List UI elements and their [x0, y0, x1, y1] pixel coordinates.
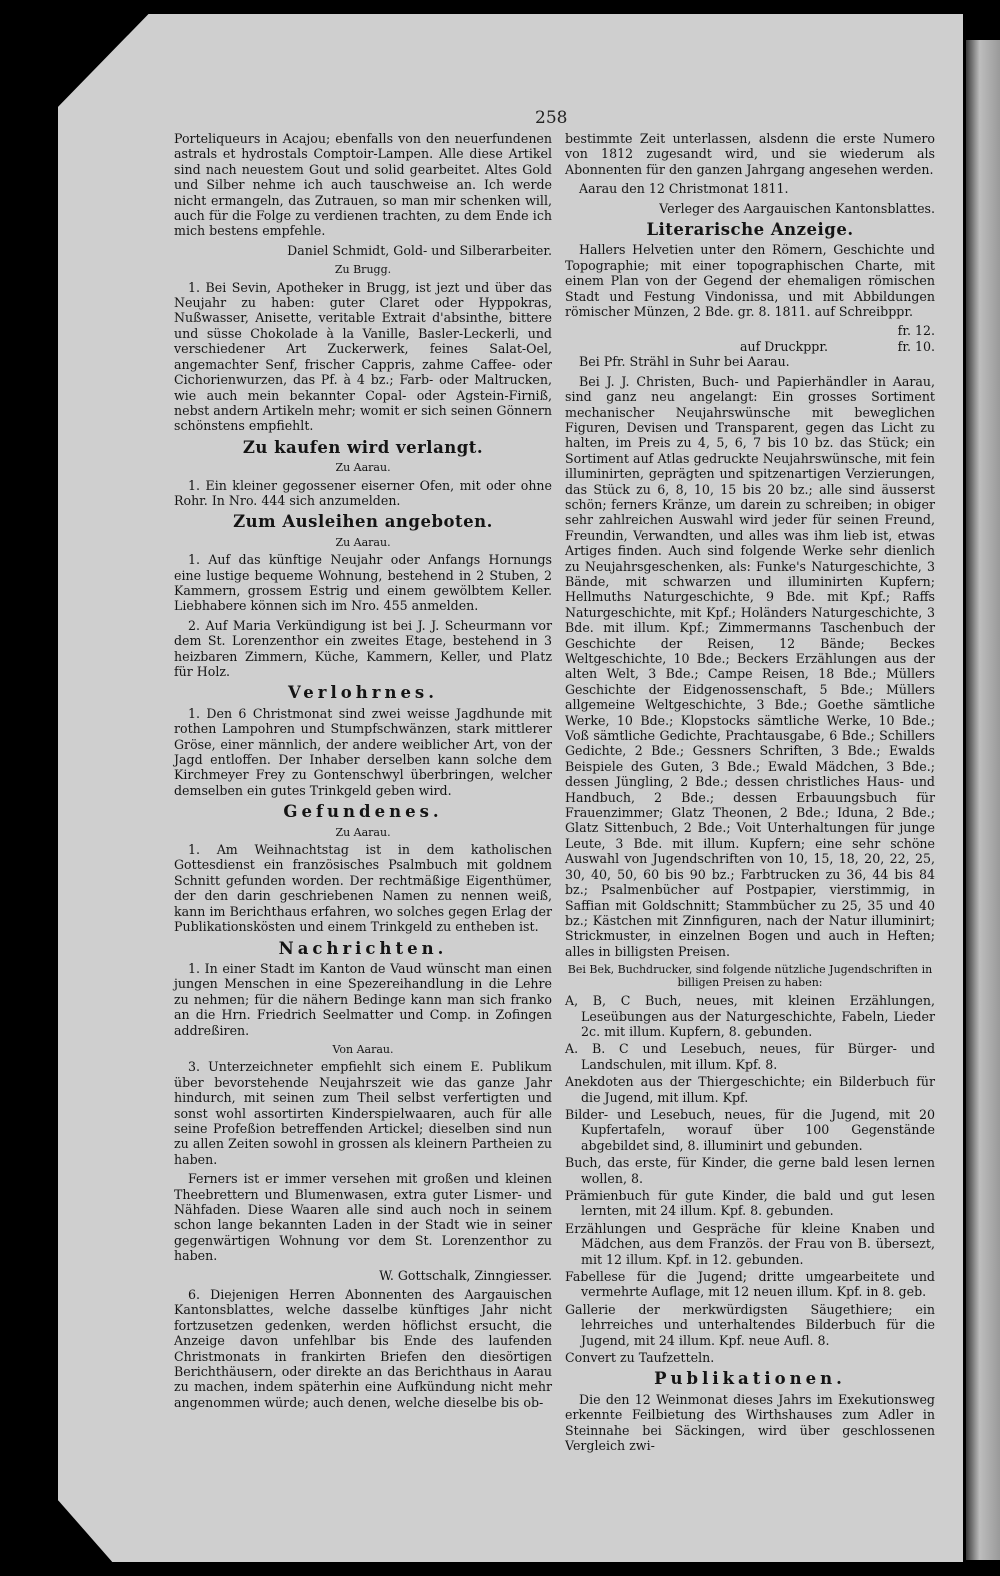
paper-druckpapier: auf Druckppr.: [740, 338, 828, 354]
price-line-druckpapier: [565, 339, 935, 354]
haller-book-source: Bei Pfr. Strähl in Suhr bei Aarau.: [579, 354, 790, 370]
publikation-1: Die den 12 Weinmonat dieses Jahrs im Exekutionsweg erkennte Feilbietung des Wirthshauses zum Adler in Steinnahe bei Säckingen, wird über geschlossenen Vergleich zwi-: [565, 1391, 935, 1454]
bek-item: A, B, C Buch, neues, mit kleinen Erzählungen, Leseübungen aus der Naturgeschichte, Fabeln, Lieder 2c. mit illum. Kupfern, 8. gebunden.: [565, 993, 935, 1039]
nachrichten-6: 6. Diejenigen Herren Abonnenten des Aargauischen Kantonsblattes, welche dasselbe künftiges Jahr nicht fortzusetzen gedenken, werden höflichst ersucht, die Anzeige davon unfehlbar bis Ende des laufenden Christmonats in frankirten Briefen den diesörtigen Berichthäusern, oder direkte an das Berichthaus in Aarau zu machen, indem späterhin eine Aufkündung nicht mehr angenommen würde; auch denen, welche dieselbe bis ob-: [174, 1287, 552, 1410]
left-column: [174, 131, 552, 1414]
ausleihen-place: Zu Aarau.: [335, 535, 391, 549]
bek-item: A. B. C und Lesebuch, neues, für Bürger- und Landschulen, mit illum. Kpf. 8.: [565, 1041, 935, 1072]
price-schreibpapier: fr. 12.: [897, 323, 935, 339]
ausleihen-2: 2. Auf Maria Verkündigung ist bei J. J. Scheurmann vor dem St. Lorenzenthor ein zweites Etage, bestehend in 3 heizbaren Zimmern, Küche, Kammern, Keller, und Platz für Holz.: [174, 617, 552, 679]
nachrichten-place: Von Aarau.: [332, 1042, 394, 1056]
heading-ausleihen: Zum Ausleihen angeboten.: [233, 512, 493, 532]
bek-item: Gallerie der merkwürdigsten Säugethiere; ein lehrreiches und unterhaltendes Bilderbuch für die Jugend, mit 24 illum. Kpf. neue Aufl. 8.: [565, 1301, 935, 1348]
brugg-place: Zu Brugg.: [334, 263, 392, 277]
goldsmith-ad-text: Porteliqueurs in Acajou; ebenfalls von den neuerfundenen astrals et hydrostals Comptoir-Lampen. Alle diese Artikel sind nach neuestem Gout und solid gearbeitet. Altes Gold und Silber nehme ich auch tauschweise an. Ich werde nicht ermangeln, das Zutrauen, so man mir schenken will, auch für die Folge zu verdienen trachten, zu dem Ende ich mich bestens empfehle.: [174, 131, 552, 239]
gottschalk-signature: W. Gottschalk, Zinngiesser.: [379, 1267, 552, 1283]
zu-kaufen-place: Zu Aarau.: [335, 461, 391, 475]
heading-verlohrnes: Verlohrnes.: [288, 683, 438, 703]
bek-item: Erzählungen und Gespräche für kleine Knaben und Mädchen, aus dem Französ. der Frau von B. übersezt, mit 12 illum. Kpf. in 12. gebunden.: [565, 1220, 935, 1267]
price-line-schreibpapier: [565, 323, 935, 338]
haller-book-ad: Hallers Helvetien unter den Römern, Geschichte und Topographie; mit einer topographischen Charte, mit einem Plan von der Gegend der ehemaligen römischen Stadt und Festung Vindonissa, und mit Abbildungen römischer Münzen, 2 Bde. gr. 8. 1811. auf Schreibppr.: [565, 242, 935, 320]
bek-item: Buch, das erste, für Kinder, die gerne bald lesen lernen wollen, 8.: [565, 1155, 935, 1186]
bek-item: Bilder- und Lesebuch, neues, für die Jugend, mit 20 Kupfertafeln, worauf über 100 Gegenstände abgebildet sind, 8. illuminirt und gebunden.: [565, 1106, 935, 1153]
heading-gefundenes: Gefundenes.: [283, 802, 443, 822]
heading-nachrichten: Nachrichten.: [278, 938, 448, 958]
bek-item: Convert zu Taufzetteln.: [565, 1350, 715, 1366]
heading-zu-kaufen: Zu kaufen wird verlangt.: [242, 437, 484, 457]
christen-ad: Bei J. J. Christen, Buch- und Papierhändler in Aarau, sind ganz neu angelangt: Ein grosses Sortiment mechanischer Neujahrswünsche mit beweglichen Figuren, Devisen und Transparent, gegen das Licht zu halten, im Preis zu 4, 5, 6, 7 bis 10 bz. das Stück; ein Sortiment auf Atlas gedruckte Neujahrswünsche, mit fein illuminirten, geprägten und spitzenartigen Verzierungen, das Stück zu 6, 8, 10, 15 bis 20 bz.; alle sind äusserst schön; ferners Kränze, um darein zu schreiben; in obiger sehr zahlreichen Auswahl wird jeder für seinen Freund, Freundin, Verwandten, und alles was ihm lieb ist, etwas Artiges finden. Auch sind folgende Werke sehr dienlich zu Neujahrsgeschenken, als: Funke's Naturgeschichte, 3 Bände, mit schwarzen und illuminirten Kupfern; Hellmuths Naturgeschichte, 9 Bde. mit Kpf.; Raffs Naturgeschichte, mit Kpf.; Holänders Naturgeschichte, 3 Bde. mit illum. Kpf.; Zimmermanns Taschenbuch der Geschichte der Reisen, 12 Bände; Beckes Weltgeschichte, 10 Bde.; Beckers Erzählungen aus der alten Welt, 3 Bde.; Campe Reisen, 18 Bde.; Müllers Geschichte der Eidgenossenschaft, 5 Bde.; Müllers allgemeine Weltgeschichte, 3 Bde.; Goethe sämtliche Werke, 10 Bde.; Klopstocks sämtliche Werke, 10 Bde.; Voß sämtliche Gedichte, Prachtausgabe, 6 Bde.; Schillers Gedichte, 2 Bde.; Gessners Schriften, 3 Bde.; Ewalds Beispiele des Guten, 3 Bde.; Ewald Mädchen, 3 Bde.; dessen Jüngling, 2 Bde.; dessen christliches Haus- und Handbuch, 2 Bde.; dessen Erbauungsbuch für Frauenzimmer; Glatz Theonen, 2 Bde.; Iduna, 2 Bde.; Glatz Sittenbuch, 2 Bde.; Voit Unterhaltungen für junge Leute, 3 Bde. mit illum. Kupfern; eine sehr schöne Auswahl von Jugendschriften von 10, 15, 18, 20, 22, 25, 30, 40, 50, 60 bis 90 bz.; Farbtrucken zu 36, 44 bis 84 bz.; Psalmenbücher auf Postpapier, vierstimmig, in Saffian mit Goldschnitt; Stammbücher zu 25, 35 und 40 bz.; Kästchen mit Zinnfiguren, nach der Natur illuminirt; Strickmuster, in einzelnen Bogen und auch in Heften; alles in billigsten Preisen.: [565, 373, 935, 959]
heading-literarische-anzeige: Literarische Anzeige.: [646, 220, 854, 240]
verlohrnes-1: 1. Den 6 Christmonat sind zwei weisse Jagdhunde mit rothen Lampohren und Stumpfschwänzen, stark mittlerer Gröse, einer männlich, der andere weiblicher Art, von der Jagd entloffen. Der Inhaber derselben kann solche dem Kirchmeyer Frey zu Gontenschwyl überbringen, welcher demselben ein gutes Trinkgeld geben wird.: [174, 705, 552, 798]
heading-publikationen: Publikationen.: [654, 1369, 846, 1389]
goldsmith-signature: Daniel Schmidt, Gold- und Silberarbeiter.: [287, 242, 552, 258]
page-number: 258: [535, 108, 568, 128]
price-druckpapier: fr. 10.: [897, 338, 935, 354]
nachrichten-1: 1. In einer Stadt im Kanton de Vaud wünscht man einen jungen Menschen in eine Spezereihandlung in die Lehre zu nehmen; für die nähern Bedinge kann man sich franko an die Hrn. Friedrich Seelmatter und Comp. in Zofingen addreßiren.: [174, 960, 552, 1038]
brugg-ad-1: 1. Bei Sevin, Apotheker in Brugg, ist jezt und über das Neujahr zu haben: guter Claret oder Hyppokras, Nußwasser, Anisette, veritable Extrait d'absinthe, bittere und süsse Chokolade à la Vanille, Basler-Leckerli, und verschiedener Art Zuckerwerk, feines Salat-Oel, angemachter Senf, frischer Cappris, zahme Caffee- oder Cichorienwurzen, das Pf. à 4 bz.; Farb- oder Maltrucken, wie auch mein bekannter Copal- oder Agstein-Firniß, nebst andern Artikeln mehr; womit er sich seinen Gönnern schönstens empfiehlt.: [174, 279, 552, 434]
gefundenes-place: Zu Aarau.: [335, 825, 391, 839]
publisher-signature: Verleger des Aargauischen Kantonsblattes.: [659, 200, 935, 216]
next-page-edge: [966, 40, 1000, 1560]
nachrichten-3a: 3. Unterzeichneter empfiehlt sich einem E. Publikum über bevorstehende Neujahrszeit wie das ganze Jahr hindurch, mit seinen zum Theil selbst verfertigten und sonst wohl assortirten Kinderspielwaaren, auch für alle seine Profeßion betreffenden Artickel; dieselben sind nun zu allen Zeiten sowohl in grossen als kleinern Partheien zu haben.: [174, 1059, 552, 1167]
zu-kaufen-1: 1. Ein kleiner gegossener eiserner Ofen, mit oder ohne Rohr. In Nro. 444 sich anzumelden.: [174, 477, 552, 508]
right-column: [565, 131, 935, 1458]
bek-item: Anekdoten aus der Thiergeschichte; ein Bilderbuch für die Jugend, mit illum. Kpf.: [565, 1074, 935, 1105]
abonnement-continuation: bestimmte Zeit unterlassen, alsdenn die erste Numero von 1812 zugesandt wird, und sie wiederum als Abonnenten für den ganzen Jahrgang angesehen werden.: [565, 131, 935, 177]
abonnement-date: Aarau den 12 Christmonat 1811.: [579, 181, 789, 197]
gefundenes-1: 1. Am Weihnachtstag ist in dem katholischen Gottesdienst ein französisches Psalmbuch mit goldnem Schnitt gefunden worden. Der rechtmäßige Eigenthümer, der den darin geschriebenen Namen zu nennen weiß, kann im Berichthaus erfahren, wo solches gegen Erlag der Publikationskösten und einem Trinkgeld zu entheben ist.: [174, 842, 552, 935]
nachrichten-3b: Ferners ist er immer versehen mit großen und kleinen Theebrettern und Blumenwasen, extra guter Lismer- und Nähfaden. Diese Waaren alle sind auch noch in seinem schon lange bekannten Laden in der Stadt wie in seiner gegenwärtigen Wohnung vor dem St. Lorenzenthor zu haben.: [174, 1171, 552, 1264]
bek-item: Fabellese für die Jugend; dritte umgearbeitete und vermehrte Auflage, mit 12 neuen illum. Kpf. in 8. geb.: [565, 1269, 935, 1300]
bek-intro: Bei Bek, Buchdrucker, sind folgende nützliche Jugendschriften in billigen Preisen zu haben:: [567, 963, 933, 990]
ausleihen-1: 1. Auf das künftige Neujahr oder Anfangs Hornungs eine lustige bequeme Wohnung, bestehend in 2 Stuben, 2 Kammern, grossem Estrig und einem gewölbtem Keller. Liebhabere können sich im Nro. 455 anmelden.: [174, 552, 552, 614]
bek-item: Prämienbuch für gute Kinder, die bald und gut lesen lernten, mit 24 illum. Kpf. 8. gebunden.: [565, 1188, 935, 1219]
